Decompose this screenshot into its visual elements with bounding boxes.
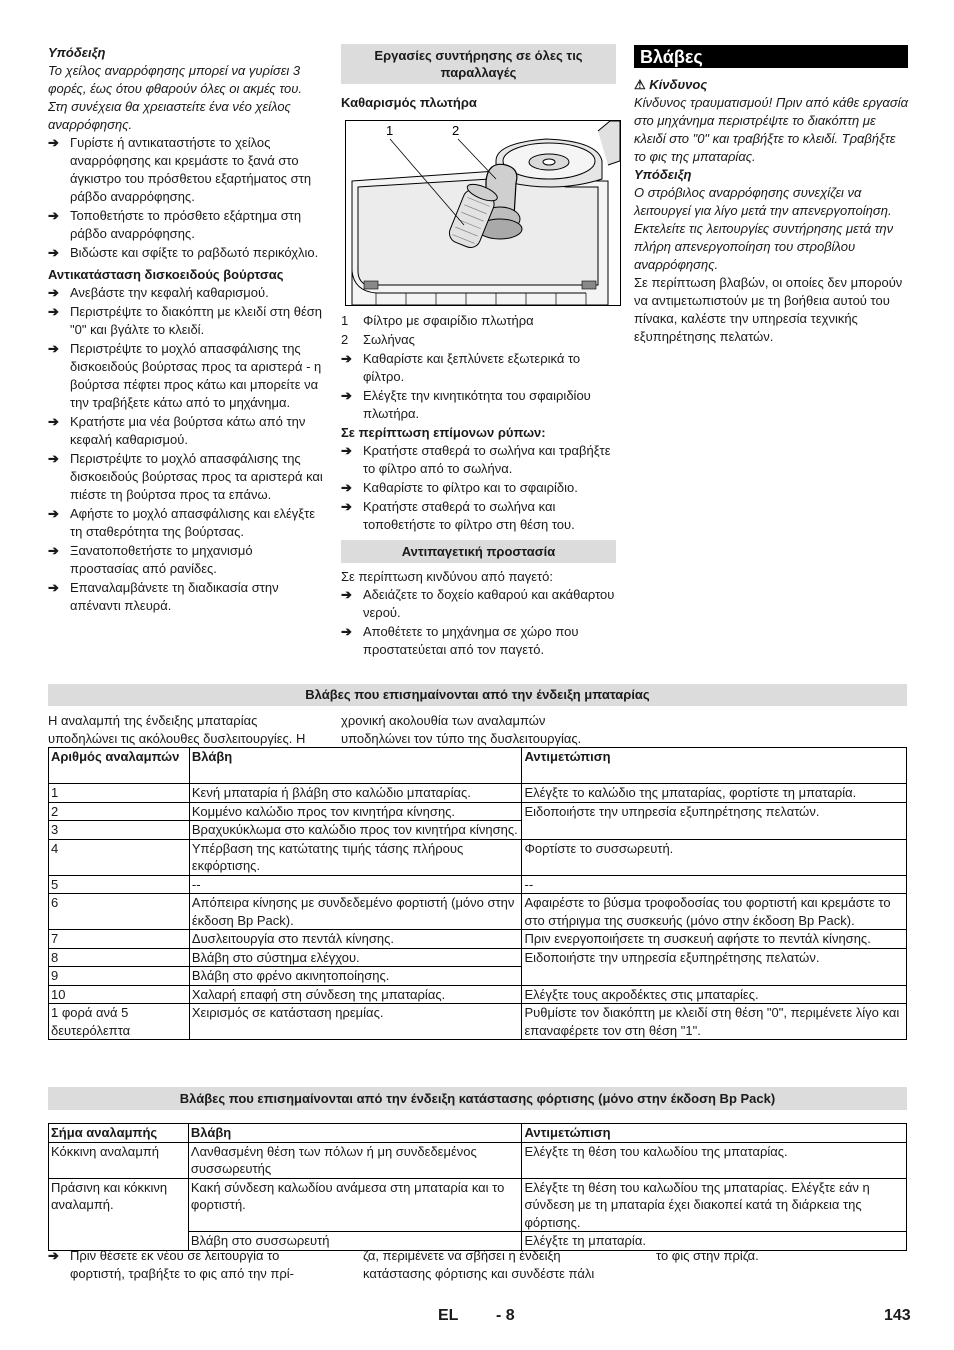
list-item: ➔ Καθαρίστε το φίλτρο και το σφαιρίδιο. bbox=[341, 480, 578, 495]
note-title: Υπόδειξη bbox=[634, 167, 692, 182]
list-item: ➔ Πριν θέσετε εκ νέου σε λειτουργία το φορτιστή, τραβήξτε το φις από την πρί- bbox=[48, 1248, 294, 1281]
steps-list bbox=[48, 284, 324, 615]
battery-intro-left: Η αναλαμπή της ένδειξης μπαταρίας υποδηλώνει τις ακόλουθες δυσλειτουργίες. Η bbox=[48, 713, 306, 746]
steps-list bbox=[341, 586, 616, 659]
figure-legend bbox=[341, 312, 616, 349]
arrow-right-icon: ➔ bbox=[48, 341, 59, 356]
table-header-row bbox=[49, 748, 907, 784]
list-item: ➔ Περιστρέψτε το μοχλό απασφάλισης της δισκοειδούς βούρτσας προς τα αριστερά - η βούρτσα πέφτει προς κάτω και μπορείτε να την τραβήξετε κάτω από το μηχάνημα. bbox=[48, 341, 322, 410]
list-item: ➔ Κρατήστε σταθερά το σωλήνα και τραβήξτε το φίλτρο από το σωλήνα. bbox=[341, 443, 611, 476]
section-header-maintenance: Εργασίες συντήρησης σε όλες τις παραλλαγές bbox=[341, 44, 616, 84]
charging-footer-mid: ζα, περιμένετε να σβήσει η ένδειξη κατάστασης φόρτισης και συνδέστε πάλι bbox=[363, 1248, 595, 1281]
table-row: 8 Βλάβη στο σύστημα ελέγχου. Ειδοποιήστε την υπηρεσία εξυπηρέτησης πελατών. bbox=[49, 948, 907, 967]
page-number: 143 bbox=[884, 1307, 911, 1324]
arrow-right-icon: ➔ bbox=[341, 443, 352, 458]
section-header-charging: Βλάβες που επισημαίνονται από την ένδειξη κατάστασης φόρτισης (μόνο στην έκδοση Bp Pack) bbox=[48, 1087, 907, 1110]
list-item: ➔ Αποθέτετε το μηχάνημα σε χώρο που προστατεύεται από τον παγετό. bbox=[341, 624, 579, 657]
list-item: ➔ Κρατήστε σταθερά το σωλήνα και τοποθετήστε το φίλτρο στη θέση του. bbox=[341, 499, 575, 532]
charging-footer-right: το φις στην πρίζα. bbox=[656, 1248, 759, 1263]
column-1 bbox=[48, 44, 324, 616]
table-row: 10 Χαλαρή επαφή στη σύνδεση της μπαταρίας. Ελέγξτε τους ακροδέκτες στις μπαταρίες. bbox=[49, 985, 907, 1004]
frost-intro: Σε περίπτωση κινδύνου από παγετό: bbox=[341, 569, 554, 584]
arrow-right-icon: ➔ bbox=[341, 587, 352, 602]
legend-item: 1 Φίλτρο με σφαιρίδιο πλωτήρα bbox=[341, 313, 534, 328]
figure-label-1: 1 bbox=[386, 123, 394, 138]
note-text: Το χείλος αναρρόφησης μπορεί να γυρίσει 3 φορές, έως ότου φθαρούν όλες οι ακμές του. Στη συνέχεια θα χρειαστείτε ένα νέο χείλος αναρρόφησης. bbox=[48, 63, 302, 132]
list-item: ➔ Περιστρέψτε το διακόπτη με κλειδί στη θέση "0" και βγάλτε το κλειδί. bbox=[48, 304, 322, 337]
arrow-right-icon: ➔ bbox=[341, 624, 352, 639]
steps-list bbox=[341, 442, 616, 534]
table-row: 9 Βλάβη στο φρένο ακινητοποίησης. bbox=[49, 967, 907, 986]
list-item: ➔ Καθαρίστε και ξεπλύνετε εξωτερικά το φίλτρο. bbox=[341, 351, 581, 384]
list-item: ➔ Αδειάζετε το δοχείο καθαρού και ακάθαρτου νερού. bbox=[341, 587, 615, 620]
column-header: Βλάβη bbox=[188, 1124, 522, 1143]
arrow-right-icon: ➔ bbox=[48, 285, 59, 300]
note-title: Υπόδειξη bbox=[48, 45, 106, 60]
list-item: ➔ Γυρίστε ή αντικαταστήστε το χείλος αναρρόφησης και κρεμάστε το ξανά στο άγκιστρο του πρόσθετου εξαρτήματος στη ράβδο αναρρόφησης. bbox=[48, 135, 312, 204]
section-title-brush: Αντικατάσταση δισκοειδούς βούρτσας bbox=[48, 267, 284, 282]
column-header: Βλάβη bbox=[189, 748, 522, 784]
list-item: ➔ Περιστρέψτε το μοχλό απασφάλισης της δισκοειδούς βούρτσας προς τα αριστερά και πιέστε τη βούρτσα προς τα επάνω. bbox=[48, 451, 323, 502]
table-row: Κόκκινη αναλαμπή Λανθασμένη θέση των πόλων ή μη συνδεδεμένος συσσωρευτής Ελέγξτε τη θέση του καλωδίου της μπαταρίας. bbox=[49, 1142, 907, 1178]
list-item: ➔ Ξανατοποθετήστε το μηχανισμό προστασίας από ρανίδες. bbox=[48, 543, 253, 576]
list-item: ➔ Ελέγξτε την κινητικότητα του σφαιριδίου πλωτήρα. bbox=[341, 388, 591, 421]
danger-text: Κίνδυνος τραυματισμού! Πριν από κάθε εργασία στο μηχάνημα περιστρέψτε το διακόπτη με κλειδί στο "0" και τραβήξτε το κλειδί. Τραβήξτε το φις της μπαταρίας. bbox=[634, 95, 908, 164]
table-row: 6 Απόπειρα κίνησης με συνδεδεμένο φορτιστή (μόνο στην έκδοση Bp Pack). Αφαιρέστε το βύσμα τροφοδοσίας του φορτιστή και κρεμάστε το στο στήριγμα της συσκευής (μόνο στην έκδοση Bp Pack). bbox=[49, 894, 907, 930]
arrow-right-icon: ➔ bbox=[48, 208, 59, 223]
arrow-right-icon: ➔ bbox=[48, 245, 59, 260]
arrow-right-icon: ➔ bbox=[341, 499, 352, 514]
column-2 bbox=[341, 44, 616, 660]
list-item: ➔ Ανεβάστε την κεφαλή καθαρισμού. bbox=[48, 285, 269, 300]
battery-intro-right: χρονική ακολουθία των αναλαμπών υποδηλώνει τον τύπο της δυσλειτουργίας. bbox=[341, 713, 582, 746]
table-row: Πράσινη και κόκκινη αναλαμπή. Κακή σύνδεση καλωδίου ανάμεσα στη μπαταρία και το φορτιστή. Ελέγξτε τη θέση του καλωδίου της μπαταρίας. Ελέγξτε εάν η σύνδεση με τη μπαταρία έχει διακοπεί κατά τη διάρκεια της φόρτισης. bbox=[49, 1178, 907, 1232]
steps-list bbox=[48, 134, 324, 262]
section-title-float: Καθαρισμός πλωτήρα bbox=[341, 95, 477, 110]
table-row: 7 Δυσλειτουργία στο πεντάλ κίνησης. Πριν ενεργοποιήσετε τη συσκευή αφήστε το πεντάλ κίνησης. bbox=[49, 930, 907, 949]
float-illustration bbox=[346, 121, 620, 305]
table-row: 2 Κομμένο καλώδιο προς τον κινητήρα κίνησης. Ειδοποιήστε την υπηρεσία εξυπηρέτησης πελατών. bbox=[49, 802, 907, 821]
list-item: ➔ Επαναλαμβάνετε τη διαδικασία στην απέναντι πλευρά. bbox=[48, 580, 279, 613]
danger-title: ⚠ Κίνδυνος bbox=[634, 77, 708, 92]
list-item: ➔ Τοποθετήστε το πρόσθετο εξάρτημα στη ράβδο αναρρόφησης. bbox=[48, 208, 302, 241]
battery-fault-table bbox=[48, 747, 907, 1040]
section-header-frost: Αντιπαγετική προστασία bbox=[341, 540, 616, 563]
charging-footer-left bbox=[48, 1247, 324, 1284]
table-row: Βλάβη στο συσσωρευτή Ελέγξτε τη μπαταρία. bbox=[49, 1232, 907, 1251]
section-header-faults: Βλάβες bbox=[634, 45, 908, 68]
arrow-right-icon: ➔ bbox=[48, 543, 59, 558]
charging-fault-table bbox=[48, 1123, 907, 1251]
arrow-right-icon: ➔ bbox=[48, 451, 59, 466]
steps-list bbox=[341, 350, 616, 423]
table-row: 3 Βραχυκύκλωμα στο καλώδιο προς τον κινητήρα κίνησης. bbox=[49, 821, 907, 840]
list-item: ➔ Βιδώστε και σφίξτε το ραβδωτό περικόχλιο. bbox=[48, 245, 319, 260]
arrow-right-icon: ➔ bbox=[48, 506, 59, 521]
table-header-row bbox=[49, 1124, 907, 1143]
arrow-right-icon: ➔ bbox=[48, 580, 59, 595]
column-header: Αντιμετώπιση bbox=[522, 748, 907, 784]
column-header: Αντιμετώπιση bbox=[522, 1124, 907, 1143]
arrow-right-icon: ➔ bbox=[341, 351, 352, 366]
page-local-number: - 8 bbox=[496, 1307, 515, 1324]
arrow-right-icon: ➔ bbox=[48, 304, 59, 319]
column-header: Αριθμός αναλαμπών bbox=[49, 748, 190, 784]
column-3 bbox=[634, 45, 908, 346]
list-item: ➔ Κρατήστε μια νέα βούρτσα κάτω από την κεφαλή καθαρισμού. bbox=[48, 414, 306, 447]
float-figure bbox=[345, 120, 621, 306]
arrow-right-icon: ➔ bbox=[48, 135, 59, 150]
table-row: 5 -- -- bbox=[49, 875, 907, 894]
section-title-dirt: Σε περίπτωση επίμονων ρύπων: bbox=[341, 425, 546, 440]
page-language: EL bbox=[438, 1307, 459, 1324]
figure-label-2: 2 bbox=[452, 123, 460, 138]
service-text: Σε περίπτωση βλαβών, οι οποίες δεν μπορούν να αντιμετωπιστούν με τη βοήθεια αυτού του πίνακα, καλέστε την υπηρεσία τεχνικής εξυπηρέτησης πελατών. bbox=[634, 275, 903, 344]
note-text: Ο στρόβιλος αναρρόφησης συνεχίζει να λειτουργεί για λίγο μετά την απενεργοποίηση. Εκτελείτε τις λειτουργίες συντήρησης μετά την πλήρη απενεργοποίηση του στροβίλου αναρρόφησης. bbox=[634, 185, 894, 272]
arrow-right-icon: ➔ bbox=[48, 1248, 59, 1263]
list-item: ➔ Αφήστε το μοχλό απασφάλισης και ελέγξτε τη σταθερότητα της βούρτσας. bbox=[48, 506, 316, 539]
arrow-right-icon: ➔ bbox=[341, 388, 352, 403]
column-header: Σήμα αναλαμπής bbox=[49, 1124, 189, 1143]
section-header-battery: Βλάβες που επισημαίνονται από την ένδειξη μπαταρίας bbox=[48, 684, 907, 706]
legend-item: 2 Σωλήνας bbox=[341, 332, 415, 347]
arrow-right-icon: ➔ bbox=[48, 414, 59, 429]
table-row: 1 Κενή μπαταρία ή βλάβη στο καλώδιο μπαταρίας. Ελέγξτε το καλώδιο της μπαταρίας, φορτίστε τη μπαταρία. bbox=[49, 784, 907, 803]
table-row: 1 φορά ανά 5 δευτερόλεπτα Χειρισμός σε κατάσταση ηρεμίας. Ρυθμίστε τον διακόπτη με κλειδί στη θέση "0", περιμένετε λίγο και επαναφέρετε τον στη θέση "1". bbox=[49, 1004, 907, 1040]
warning-triangle-icon: ⚠ bbox=[634, 77, 646, 92]
table-row: 4 Υπέρβαση της κατώτατης τιμής τάσης πλήρους εκφόρτισης. Φορτίστε το συσσωρευτή. bbox=[49, 839, 907, 875]
arrow-right-icon: ➔ bbox=[341, 480, 352, 495]
